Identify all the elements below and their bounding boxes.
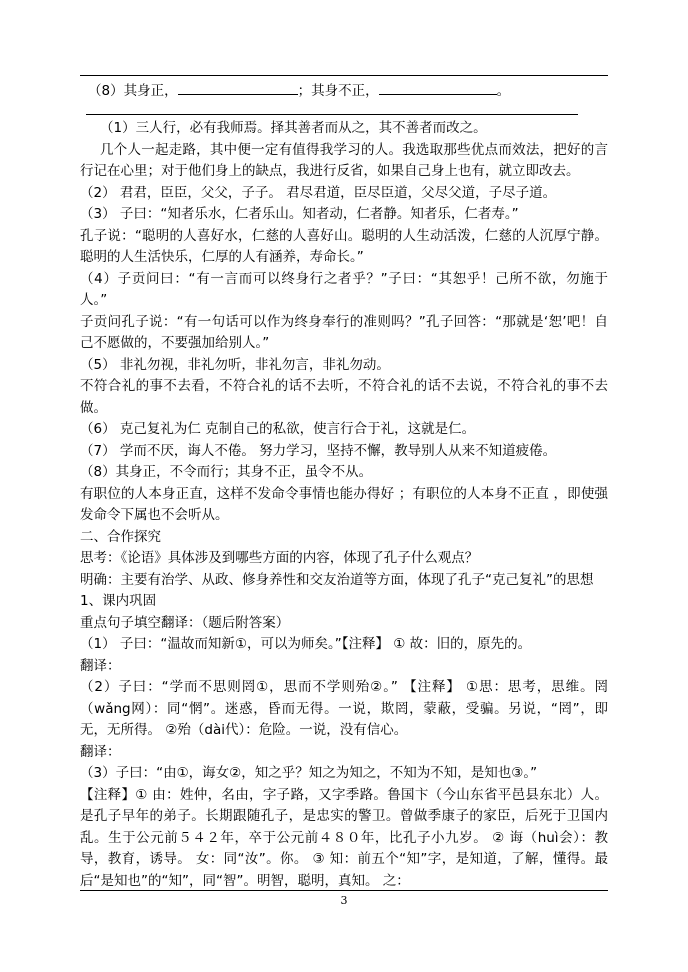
section-heading: 1、课内巩固 [80,593,157,609]
paragraph: 思考：《论语》具体涉及到哪些方面的内容，体现了孔子什么观点？ [80,550,479,566]
paragraph: （6） 克己复礼为仁 克制自己的私欲，使言行合于礼，这就是仁。 [80,421,476,437]
main-content [80,118,608,892]
document-page [80,0,608,972]
translation-label: 翻译： [80,657,121,674]
paragraph: （7） 学而不厌，诲人不倦。 努力学习，坚持不懈，教导别人从来不知道疲倦。 [80,442,557,459]
paragraph: 不符合礼的事不去看，不符合礼的话不去听，不符合礼的话不去说，不符合礼的事不去做。 [80,378,608,416]
top-rule [80,75,608,76]
paragraph: 子贡问孔子说：“有一句话可以作为终身奉行的准则吗？”孔子回答：“那就是‘恕’吧！自己不愿做的，不要强加给别人。” [80,313,608,351]
paragraph: （2） 君君，臣臣，父父，子子。 君尽君道，臣尽臣道，父尽父道，子尽子道。 [80,184,557,201]
translation-label: 翻译： [80,743,121,760]
footer-rule [80,890,608,891]
paragraph: （1）三人行，必有我师焉。择其善者而从之，其不善者而改之。 [100,120,487,136]
paragraph: （2）子曰：“学而不思则罔①，思而不学则殆②。” 【注释】 ①思：思考，思维。罔（wǎng网）：同“惘”。迷惑，昏而无得。一说，欺罔，蒙蔽，受骗。另说，“罔”，即无，无所得。 ②殆（dài代）：危险。一说，没有信心。 [80,679,608,738]
paragraph: （1） 子曰：“温故而知新①，可以为师矣。”【注释】 ① 故：旧的，原先的。 [80,636,532,652]
paragraph: 几个人一起走路，其中便一定有值得我学习的人。我选取那些优点而效法，把好的言行记在心里；对于他们身上的缺点，我进行反省，如果自己身上也有，就立即改去。 [80,141,608,179]
paragraph: （4）子贡问曰：“有一言而可以终身行之者乎？”子曰：“其恕乎！己所不欲，勿施于人。” [80,270,608,308]
answer-blank-1[interactable] [178,80,298,95]
q8-suffix: 。 [496,83,511,99]
answer-blank-3[interactable] [86,114,578,115]
q8-middle: ；其身不正， [297,83,379,99]
page-number: 3 [340,894,348,907]
q8-exercise-line [88,80,510,100]
paragraph: 重点句子填空翻译：（题后附答案） [80,614,290,631]
paragraph: 孔子说：“聪明的人喜好水，仁慈的人喜好山。聪明的人生动活泼，仁慈的人沉厚宁静。聪明的人生活快乐，仁厚的人有涵养，寿命长。” [80,227,608,265]
section-heading: 二、合作探究 [80,528,161,545]
paragraph: （3）子曰：“由①，诲女②，知之乎？知之为知之，不知为不知，是知也③。” [80,765,538,781]
paragraph: 有职位的人本身正直，这样不发命令事情也能办得好 ；有职位的人本身不正直 ，即使强发命令下属也不会听从。 [80,485,608,523]
answer-blank-2[interactable] [379,80,497,95]
paragraph: （5） 非礼勿视，非礼勿听，非礼勿言，非礼勿动。 [80,356,390,373]
paragraph: 【注释】① 由：姓仲，名由，字子路，又字季路。鲁国卞（今山东省平邑县东北）人。是孔子早年的弟子。长期跟随孔子，是忠实的警卫。曾做季康子的家臣，后死于卫国内乱。生于公元前５４２年，卒于公元前４８０年，比孔子小九岁。 ② 诲（huì会）：教导，教育，诱导。 女：同“汝”。你。 ③ 知：前五个“知”字，是知道，了解，懂得。最后“是知也”的“知”，同“智”。明智，聪明，真知。 之： [80,786,608,889]
paragraph: 明确：主要有治学、从政、修身养性和交友治道等方面，体现了孔子“克己复礼”的思想 [80,571,594,588]
paragraph: （3） 子曰：“知者乐水，仁者乐山。知者动，仁者静。知者乐，仁者寿。” [80,206,519,222]
paragraph: （8）其身正，不令而行；其身不正，虽令不从。 [80,464,373,480]
q8-prefix: （8）其身正， [88,83,178,99]
